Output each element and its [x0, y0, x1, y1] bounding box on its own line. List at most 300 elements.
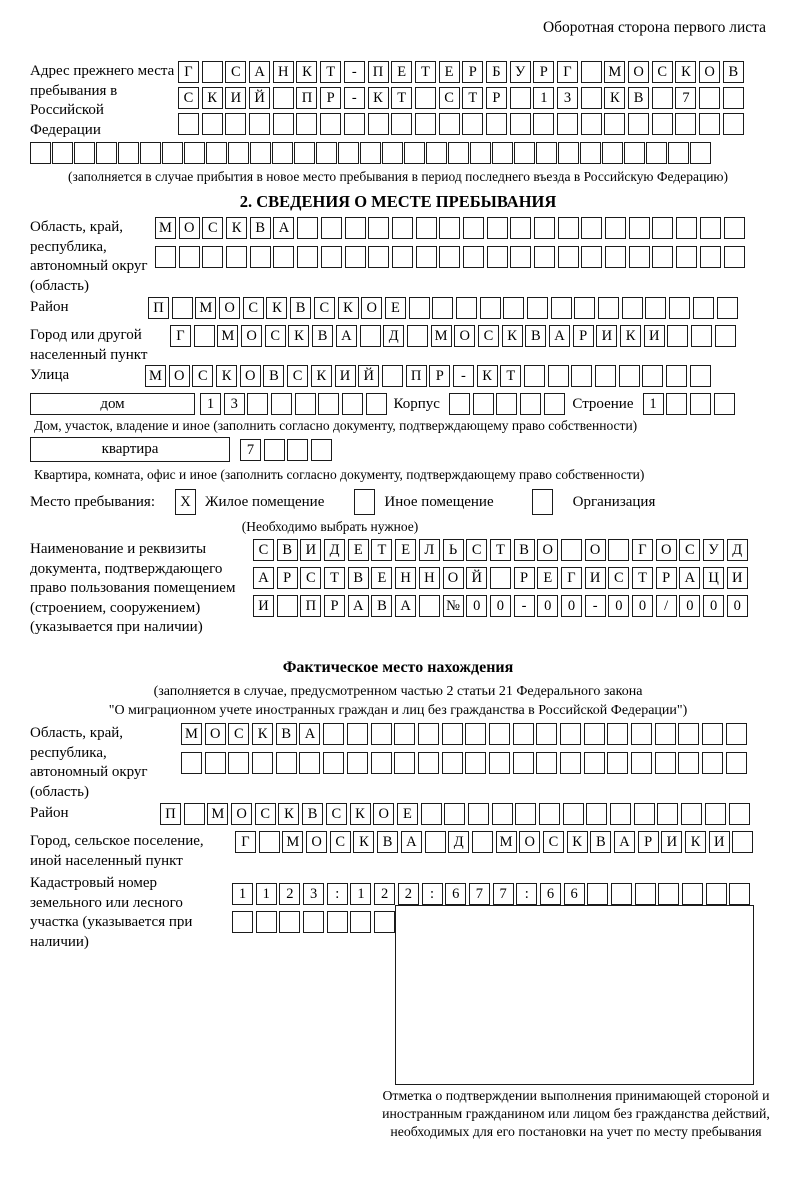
- char-cell[interactable]: [558, 246, 579, 268]
- char-cell[interactable]: [561, 539, 582, 561]
- char-cell[interactable]: О: [241, 325, 262, 347]
- char-cell[interactable]: П: [406, 365, 427, 387]
- char-cell[interactable]: 0: [679, 595, 700, 617]
- char-cell[interactable]: [418, 752, 439, 774]
- char-cell[interactable]: О: [169, 365, 190, 387]
- char-cell[interactable]: 6: [540, 883, 561, 905]
- char-cell[interactable]: [347, 723, 368, 745]
- char-cell[interactable]: [581, 87, 602, 109]
- char-cell[interactable]: Д: [727, 539, 748, 561]
- char-cell[interactable]: [449, 393, 470, 415]
- char-cell[interactable]: [622, 297, 643, 319]
- char-cell[interactable]: Р: [656, 567, 677, 589]
- char-cell[interactable]: [595, 365, 616, 387]
- char-cell[interactable]: [605, 246, 626, 268]
- char-cell[interactable]: М: [145, 365, 166, 387]
- char-cell[interactable]: [666, 393, 687, 415]
- char-cell[interactable]: 2: [279, 883, 300, 905]
- char-cell[interactable]: 7: [675, 87, 696, 109]
- char-cell[interactable]: [311, 439, 332, 461]
- char-cell[interactable]: В: [302, 803, 323, 825]
- char-cell[interactable]: :: [422, 883, 443, 905]
- char-cell[interactable]: [345, 246, 366, 268]
- char-cell[interactable]: [463, 246, 484, 268]
- char-cell[interactable]: К: [226, 217, 247, 239]
- char-cell[interactable]: [271, 393, 292, 415]
- char-cell[interactable]: [273, 113, 294, 135]
- char-cell[interactable]: И: [585, 567, 606, 589]
- char-cell[interactable]: [472, 831, 493, 853]
- char-cell[interactable]: А: [679, 567, 700, 589]
- char-cell[interactable]: Е: [439, 61, 460, 83]
- char-cell[interactable]: В: [723, 61, 744, 83]
- char-cell[interactable]: С: [326, 803, 347, 825]
- char-cell[interactable]: [655, 752, 676, 774]
- char-cell[interactable]: Е: [537, 567, 558, 589]
- char-cell[interactable]: [162, 142, 183, 164]
- char-cell[interactable]: [371, 752, 392, 774]
- char-cell[interactable]: [360, 325, 381, 347]
- char-cell[interactable]: [179, 246, 200, 268]
- char-cell[interactable]: [682, 883, 703, 905]
- char-cell[interactable]: [558, 142, 579, 164]
- char-cell[interactable]: [320, 113, 341, 135]
- char-cell[interactable]: [715, 325, 736, 347]
- char-cell[interactable]: М: [604, 61, 625, 83]
- char-cell[interactable]: [608, 539, 629, 561]
- char-cell[interactable]: [510, 87, 531, 109]
- char-cell[interactable]: 2: [398, 883, 419, 905]
- char-cell[interactable]: [515, 803, 536, 825]
- char-cell[interactable]: [524, 365, 545, 387]
- char-cell[interactable]: [702, 752, 723, 774]
- char-cell[interactable]: [492, 142, 513, 164]
- char-cell[interactable]: Г: [561, 567, 582, 589]
- char-cell[interactable]: [690, 365, 711, 387]
- char-cell[interactable]: [463, 217, 484, 239]
- char-cell[interactable]: И: [709, 831, 730, 853]
- char-cell[interactable]: [513, 752, 534, 774]
- char-cell[interactable]: 1: [643, 393, 664, 415]
- char-cell[interactable]: [350, 911, 371, 933]
- char-cell[interactable]: О: [585, 539, 606, 561]
- char-cell[interactable]: [416, 217, 437, 239]
- char-cell[interactable]: [392, 246, 413, 268]
- char-cell[interactable]: [172, 297, 193, 319]
- char-cell[interactable]: Е: [371, 567, 392, 589]
- char-cell[interactable]: [415, 87, 436, 109]
- char-cell[interactable]: Б: [486, 61, 507, 83]
- char-cell[interactable]: [202, 113, 223, 135]
- char-cell[interactable]: [717, 297, 738, 319]
- char-cell[interactable]: [344, 113, 365, 135]
- char-cell[interactable]: В: [312, 325, 333, 347]
- char-cell[interactable]: [371, 723, 392, 745]
- char-cell[interactable]: [299, 752, 320, 774]
- char-cell[interactable]: О: [361, 297, 382, 319]
- char-cell[interactable]: [184, 803, 205, 825]
- char-cell[interactable]: [442, 723, 463, 745]
- char-cell[interactable]: [360, 142, 381, 164]
- char-cell[interactable]: [448, 142, 469, 164]
- char-cell[interactable]: Г: [170, 325, 191, 347]
- char-cell[interactable]: [409, 297, 430, 319]
- char-cell[interactable]: [655, 723, 676, 745]
- char-cell[interactable]: [700, 246, 721, 268]
- char-cell[interactable]: Н: [419, 567, 440, 589]
- char-cell[interactable]: С: [330, 831, 351, 853]
- char-cell[interactable]: [250, 142, 271, 164]
- char-cell[interactable]: К: [675, 61, 696, 83]
- char-cell[interactable]: [536, 752, 557, 774]
- char-cell[interactable]: И: [661, 831, 682, 853]
- char-cell[interactable]: [510, 217, 531, 239]
- char-cell[interactable]: [347, 752, 368, 774]
- char-cell[interactable]: [513, 723, 534, 745]
- char-cell[interactable]: О: [373, 803, 394, 825]
- char-cell[interactable]: [652, 87, 673, 109]
- char-cell[interactable]: [323, 752, 344, 774]
- char-cell[interactable]: [652, 246, 673, 268]
- char-cell[interactable]: -: [585, 595, 606, 617]
- char-cell[interactable]: :: [327, 883, 348, 905]
- char-cell[interactable]: К: [502, 325, 523, 347]
- checkbox-residential[interactable]: X: [175, 489, 196, 515]
- char-cell[interactable]: [391, 113, 412, 135]
- char-cell[interactable]: [470, 142, 491, 164]
- char-cell[interactable]: [586, 803, 607, 825]
- char-cell[interactable]: С: [652, 61, 673, 83]
- char-cell[interactable]: [426, 142, 447, 164]
- char-cell[interactable]: К: [288, 325, 309, 347]
- char-cell[interactable]: О: [537, 539, 558, 561]
- char-cell[interactable]: [657, 803, 678, 825]
- char-cell[interactable]: [342, 393, 363, 415]
- char-cell[interactable]: [544, 393, 565, 415]
- char-cell[interactable]: Й: [358, 365, 379, 387]
- char-cell[interactable]: [666, 365, 687, 387]
- char-cell[interactable]: [690, 393, 711, 415]
- char-cell[interactable]: [520, 393, 541, 415]
- char-cell[interactable]: П: [368, 61, 389, 83]
- char-cell[interactable]: [581, 246, 602, 268]
- char-cell[interactable]: С: [608, 567, 629, 589]
- char-cell[interactable]: [206, 142, 227, 164]
- char-cell[interactable]: [490, 567, 511, 589]
- char-cell[interactable]: [321, 217, 342, 239]
- char-cell[interactable]: 1: [533, 87, 554, 109]
- char-cell[interactable]: [184, 142, 205, 164]
- char-cell[interactable]: А: [336, 325, 357, 347]
- char-cell[interactable]: А: [299, 723, 320, 745]
- char-cell[interactable]: [456, 297, 477, 319]
- char-cell[interactable]: 2: [374, 883, 395, 905]
- char-cell[interactable]: [155, 246, 176, 268]
- char-cell[interactable]: [642, 365, 663, 387]
- char-cell[interactable]: Ц: [703, 567, 724, 589]
- char-cell[interactable]: А: [249, 61, 270, 83]
- char-cell[interactable]: [416, 246, 437, 268]
- char-cell[interactable]: К: [620, 325, 641, 347]
- char-cell[interactable]: В: [277, 539, 298, 561]
- char-cell[interactable]: К: [477, 365, 498, 387]
- char-cell[interactable]: Р: [514, 567, 535, 589]
- char-cell[interactable]: [272, 142, 293, 164]
- char-cell[interactable]: [602, 142, 623, 164]
- char-cell[interactable]: С: [253, 539, 274, 561]
- char-cell[interactable]: К: [202, 87, 223, 109]
- char-cell[interactable]: [634, 803, 655, 825]
- char-cell[interactable]: Т: [324, 567, 345, 589]
- char-cell[interactable]: 0: [608, 595, 629, 617]
- char-cell[interactable]: Р: [573, 325, 594, 347]
- char-cell[interactable]: 6: [445, 883, 466, 905]
- char-cell[interactable]: [732, 831, 753, 853]
- char-cell[interactable]: [604, 113, 625, 135]
- char-cell[interactable]: Т: [500, 365, 521, 387]
- char-cell[interactable]: С: [202, 217, 223, 239]
- char-cell[interactable]: О: [628, 61, 649, 83]
- char-cell[interactable]: [729, 883, 750, 905]
- char-cell[interactable]: [439, 217, 460, 239]
- char-cell[interactable]: [581, 113, 602, 135]
- char-cell[interactable]: К: [266, 297, 287, 319]
- char-cell[interactable]: [228, 752, 249, 774]
- char-cell[interactable]: И: [300, 539, 321, 561]
- char-cell[interactable]: О: [205, 723, 226, 745]
- char-cell[interactable]: [439, 246, 460, 268]
- char-cell[interactable]: Р: [320, 87, 341, 109]
- char-cell[interactable]: 7: [493, 883, 514, 905]
- char-cell[interactable]: И: [644, 325, 665, 347]
- char-cell[interactable]: [607, 752, 628, 774]
- char-cell[interactable]: Р: [324, 595, 345, 617]
- char-cell[interactable]: [536, 723, 557, 745]
- char-cell[interactable]: [225, 113, 246, 135]
- char-cell[interactable]: [52, 142, 73, 164]
- char-cell[interactable]: О: [306, 831, 327, 853]
- char-cell[interactable]: [368, 217, 389, 239]
- char-cell[interactable]: [382, 142, 403, 164]
- char-cell[interactable]: [247, 393, 268, 415]
- char-cell[interactable]: Т: [391, 87, 412, 109]
- char-cell[interactable]: А: [348, 595, 369, 617]
- char-cell[interactable]: [486, 113, 507, 135]
- char-cell[interactable]: [444, 803, 465, 825]
- char-cell[interactable]: [473, 393, 494, 415]
- char-cell[interactable]: [30, 142, 51, 164]
- char-cell[interactable]: К: [685, 831, 706, 853]
- char-cell[interactable]: А: [395, 595, 416, 617]
- char-cell[interactable]: М: [282, 831, 303, 853]
- char-cell[interactable]: О: [656, 539, 677, 561]
- char-cell[interactable]: [407, 325, 428, 347]
- char-cell[interactable]: [489, 752, 510, 774]
- char-cell[interactable]: 1: [232, 883, 253, 905]
- char-cell[interactable]: [534, 217, 555, 239]
- char-cell[interactable]: Д: [383, 325, 404, 347]
- char-cell[interactable]: [394, 723, 415, 745]
- char-cell[interactable]: [669, 297, 690, 319]
- char-cell[interactable]: [318, 393, 339, 415]
- char-cell[interactable]: [598, 297, 619, 319]
- char-cell[interactable]: [74, 142, 95, 164]
- char-cell[interactable]: [571, 365, 592, 387]
- char-cell[interactable]: В: [514, 539, 535, 561]
- char-cell[interactable]: Р: [429, 365, 450, 387]
- char-cell[interactable]: [631, 723, 652, 745]
- char-cell[interactable]: [368, 246, 389, 268]
- char-cell[interactable]: [394, 752, 415, 774]
- char-cell[interactable]: [700, 217, 721, 239]
- char-cell[interactable]: [259, 831, 280, 853]
- char-cell[interactable]: [419, 595, 440, 617]
- char-cell[interactable]: [635, 883, 656, 905]
- char-cell[interactable]: 3: [557, 87, 578, 109]
- char-cell[interactable]: С: [228, 723, 249, 745]
- char-cell[interactable]: [294, 142, 315, 164]
- char-cell[interactable]: [729, 803, 750, 825]
- char-cell[interactable]: Н: [273, 61, 294, 83]
- char-cell[interactable]: П: [296, 87, 317, 109]
- char-cell[interactable]: [678, 723, 699, 745]
- char-cell[interactable]: [676, 246, 697, 268]
- char-cell[interactable]: Ь: [443, 539, 464, 561]
- char-cell[interactable]: Р: [533, 61, 554, 83]
- char-cell[interactable]: С: [192, 365, 213, 387]
- char-cell[interactable]: [392, 217, 413, 239]
- char-cell[interactable]: [705, 803, 726, 825]
- char-cell[interactable]: [723, 113, 744, 135]
- char-cell[interactable]: 3: [303, 883, 324, 905]
- char-cell[interactable]: [425, 831, 446, 853]
- char-cell[interactable]: С: [314, 297, 335, 319]
- char-cell[interactable]: [558, 217, 579, 239]
- char-cell[interactable]: [681, 803, 702, 825]
- char-cell[interactable]: [652, 217, 673, 239]
- char-cell[interactable]: И: [253, 595, 274, 617]
- char-cell[interactable]: [287, 439, 308, 461]
- char-cell[interactable]: 7: [240, 439, 261, 461]
- char-cell[interactable]: [702, 723, 723, 745]
- char-cell[interactable]: М: [195, 297, 216, 319]
- char-cell[interactable]: [432, 297, 453, 319]
- char-cell[interactable]: [273, 246, 294, 268]
- char-cell[interactable]: [465, 752, 486, 774]
- char-cell[interactable]: О: [454, 325, 475, 347]
- char-cell[interactable]: [297, 246, 318, 268]
- char-cell[interactable]: [256, 911, 277, 933]
- char-cell[interactable]: [646, 142, 667, 164]
- char-cell[interactable]: [699, 113, 720, 135]
- char-cell[interactable]: В: [590, 831, 611, 853]
- char-cell[interactable]: [368, 113, 389, 135]
- char-cell[interactable]: Н: [395, 567, 416, 589]
- char-cell[interactable]: -: [514, 595, 535, 617]
- char-cell[interactable]: [610, 803, 631, 825]
- char-cell[interactable]: [205, 752, 226, 774]
- char-cell[interactable]: [563, 803, 584, 825]
- char-cell[interactable]: Р: [462, 61, 483, 83]
- char-cell[interactable]: П: [160, 803, 181, 825]
- char-cell[interactable]: [724, 246, 745, 268]
- char-cell[interactable]: [321, 246, 342, 268]
- char-cell[interactable]: М: [181, 723, 202, 745]
- char-cell[interactable]: [462, 113, 483, 135]
- checkbox-organization[interactable]: [532, 489, 553, 515]
- char-cell[interactable]: В: [263, 365, 284, 387]
- char-cell[interactable]: Т: [490, 539, 511, 561]
- char-cell[interactable]: Е: [348, 539, 369, 561]
- char-cell[interactable]: 0: [727, 595, 748, 617]
- char-cell[interactable]: [250, 246, 271, 268]
- char-cell[interactable]: [421, 803, 442, 825]
- char-cell[interactable]: 1: [350, 883, 371, 905]
- char-cell[interactable]: [442, 752, 463, 774]
- char-cell[interactable]: [726, 752, 747, 774]
- char-cell[interactable]: А: [549, 325, 570, 347]
- char-cell[interactable]: [723, 87, 744, 109]
- char-cell[interactable]: [678, 752, 699, 774]
- char-cell[interactable]: [580, 142, 601, 164]
- char-cell[interactable]: -: [344, 61, 365, 83]
- char-cell[interactable]: [468, 803, 489, 825]
- char-cell[interactable]: [629, 246, 650, 268]
- char-cell[interactable]: [96, 142, 117, 164]
- char-cell[interactable]: У: [510, 61, 531, 83]
- char-cell[interactable]: Р: [277, 567, 298, 589]
- char-cell[interactable]: К: [567, 831, 588, 853]
- char-cell[interactable]: И: [335, 365, 356, 387]
- char-cell[interactable]: М: [217, 325, 238, 347]
- char-cell[interactable]: О: [443, 567, 464, 589]
- char-cell[interactable]: [228, 142, 249, 164]
- char-cell[interactable]: [581, 61, 602, 83]
- char-cell[interactable]: Д: [448, 831, 469, 853]
- char-cell[interactable]: Т: [415, 61, 436, 83]
- char-cell[interactable]: Е: [395, 539, 416, 561]
- char-cell[interactable]: М: [155, 217, 176, 239]
- char-cell[interactable]: [276, 752, 297, 774]
- char-cell[interactable]: Т: [320, 61, 341, 83]
- char-cell[interactable]: В: [628, 87, 649, 109]
- char-cell[interactable]: [279, 911, 300, 933]
- char-cell[interactable]: Л: [419, 539, 440, 561]
- char-cell[interactable]: И: [225, 87, 246, 109]
- char-cell[interactable]: 3: [224, 393, 245, 415]
- char-cell[interactable]: [611, 883, 632, 905]
- char-cell[interactable]: [140, 142, 161, 164]
- char-cell[interactable]: В: [250, 217, 271, 239]
- char-cell[interactable]: А: [273, 217, 294, 239]
- char-cell[interactable]: -: [344, 87, 365, 109]
- char-cell[interactable]: [551, 297, 572, 319]
- char-cell[interactable]: [628, 113, 649, 135]
- char-cell[interactable]: [249, 113, 270, 135]
- char-cell[interactable]: [496, 393, 517, 415]
- char-cell[interactable]: [539, 803, 560, 825]
- char-cell[interactable]: [645, 297, 666, 319]
- char-cell[interactable]: [706, 883, 727, 905]
- char-cell[interactable]: С: [478, 325, 499, 347]
- char-cell[interactable]: Й: [249, 87, 270, 109]
- char-cell[interactable]: [690, 142, 711, 164]
- char-cell[interactable]: [404, 142, 425, 164]
- char-cell[interactable]: [557, 113, 578, 135]
- char-cell[interactable]: /: [656, 595, 677, 617]
- char-cell[interactable]: С: [439, 87, 460, 109]
- char-cell[interactable]: В: [348, 567, 369, 589]
